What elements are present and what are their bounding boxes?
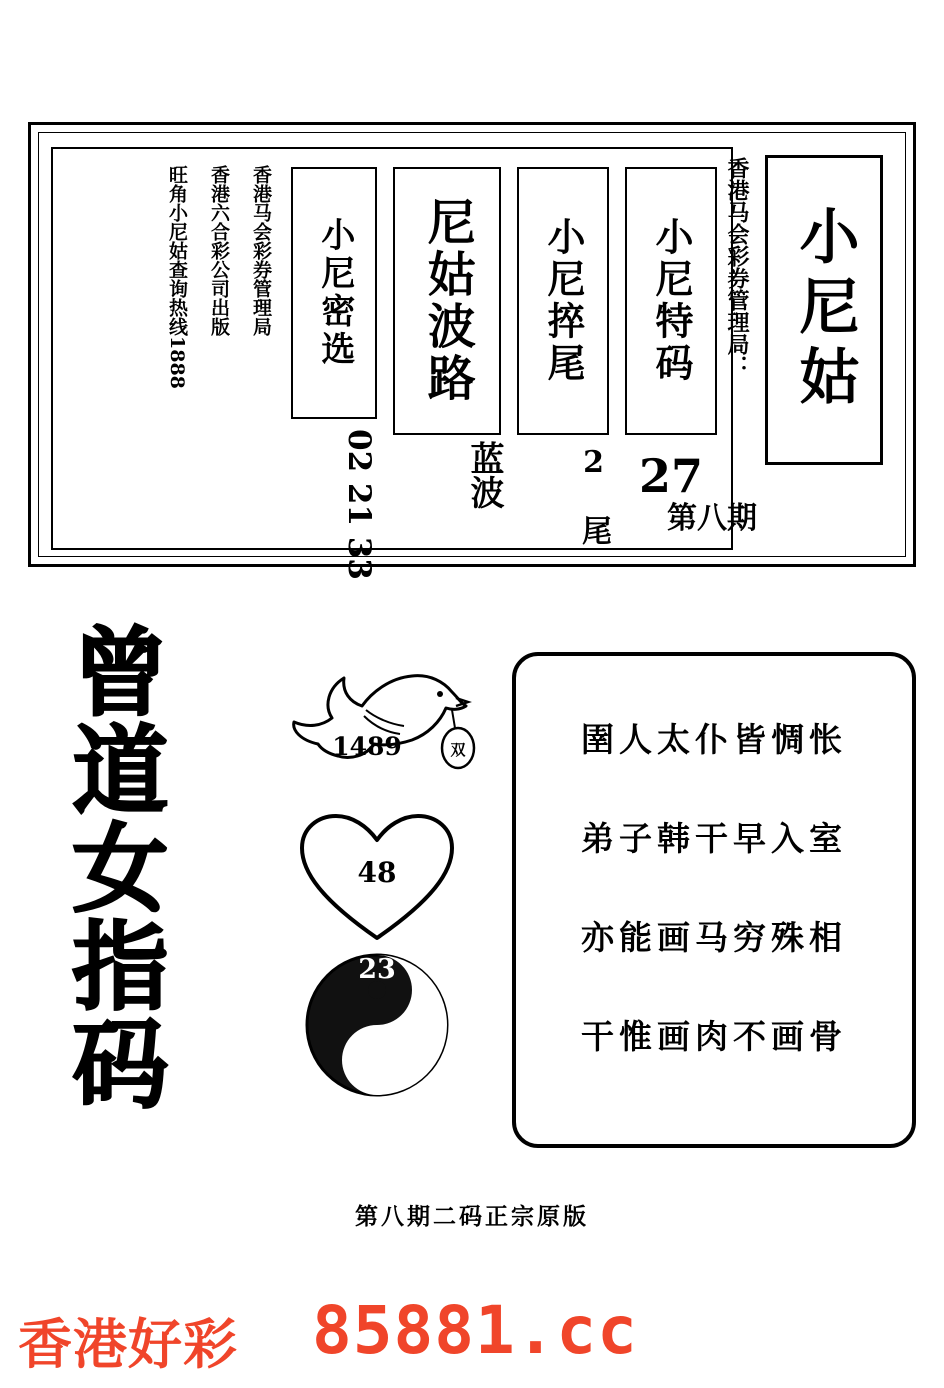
- poem-line-0: 圉人太仆皆惆怅: [581, 720, 847, 759]
- dove-number: 1489: [332, 732, 402, 761]
- cell-value-3: 02 21 33: [341, 429, 377, 581]
- cell-value-1: 2 尾: [576, 445, 611, 545]
- footer-url: 85881.cc: [312, 1292, 638, 1369]
- poem-box: [512, 652, 916, 1148]
- page-title: 小尼姑: [789, 205, 860, 415]
- icon-column: [280, 648, 490, 1078]
- bottom-caption: 第八期二码正宗原版: [355, 1203, 589, 1230]
- cell-label-3: 小尼密选: [314, 217, 355, 369]
- poem-line-1: 弟子韩干早入室: [581, 819, 847, 858]
- publisher-line-0: 香港马会彩券管理局: [250, 165, 272, 336]
- cell-label-0: 小尼特码: [648, 217, 694, 385]
- footer-brand: 香港好彩: [18, 1313, 238, 1376]
- cell-label-1: 小尼捽尾: [540, 217, 586, 385]
- cell-label-2: 尼姑波路: [419, 197, 476, 405]
- publisher-line-2: 旺角小尼姑查询热线1888: [166, 165, 188, 389]
- header-panel-inner-border: [38, 132, 906, 581]
- cell-label-box-0: [625, 167, 717, 435]
- poem-line-3: 干惟画肉不画骨: [581, 1017, 847, 1056]
- cell-value-2: 蓝波: [464, 441, 504, 509]
- predictions-frame: [51, 147, 733, 581]
- issue-label: 第八期: [667, 501, 757, 536]
- header-panel: [28, 122, 916, 581]
- organization-label: 香港马会彩券管理局：: [724, 157, 750, 377]
- main-title: 曾道女指码: [56, 622, 170, 1112]
- poem-line-2: 亦能画马穷殊相: [581, 918, 847, 957]
- heart-number: 48: [357, 856, 397, 889]
- yinyang-number: 23: [358, 954, 396, 985]
- publisher-line-1: 香港六合彩公司出版: [208, 165, 230, 336]
- footer-watermark: [0, 1288, 944, 1380]
- cell-label-box-3: [291, 167, 377, 419]
- dove-icon: [280, 648, 480, 808]
- cell-label-box-2: [393, 167, 501, 435]
- svg-text:码: 码: [407, 1021, 421, 1036]
- cell-label-box-1: [517, 167, 609, 435]
- brand-title-box: [765, 155, 883, 465]
- dove-tag-text: 双: [450, 741, 466, 759]
- cell-value-0: 27: [638, 449, 703, 503]
